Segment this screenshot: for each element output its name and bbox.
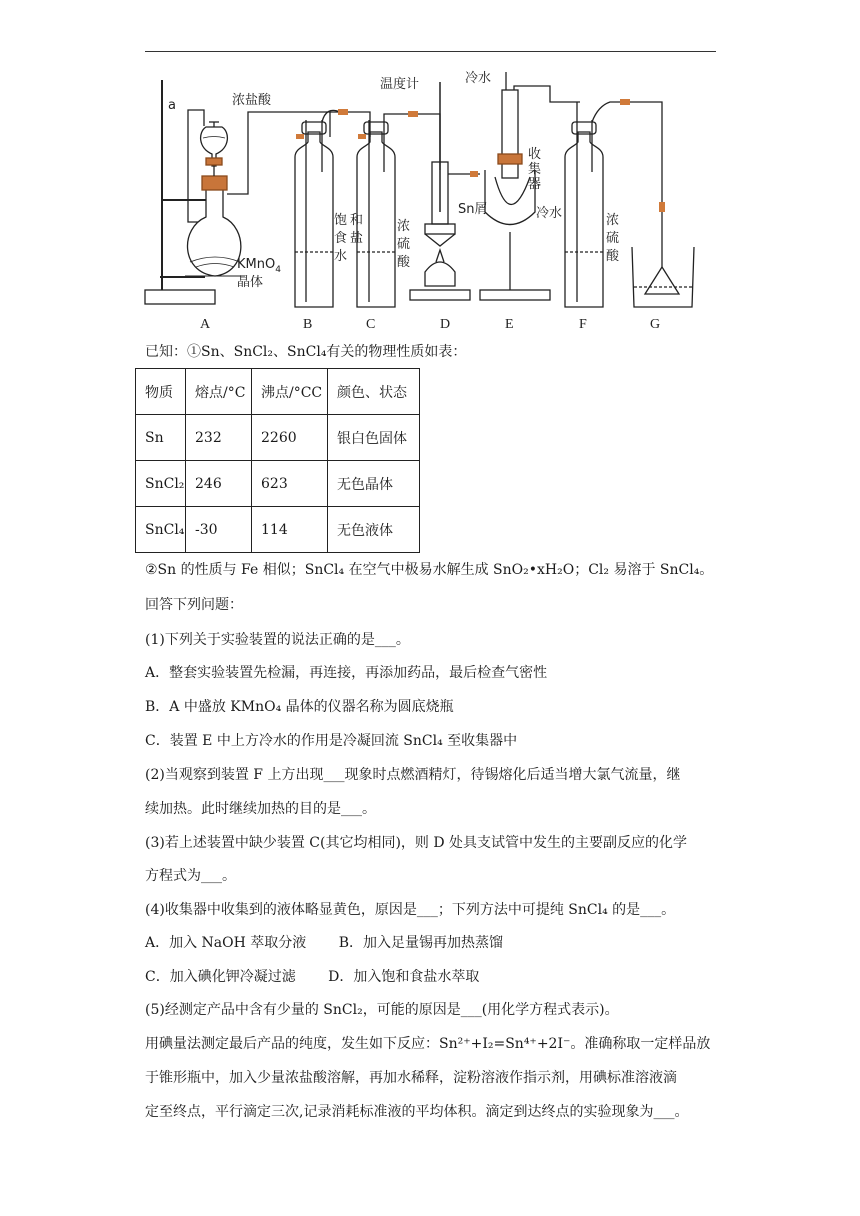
label-coldwater-side: 冷水 [536, 206, 563, 221]
label-collector-2: 集 [528, 162, 542, 177]
table-cell: -30 [186, 507, 252, 553]
options-4ab: A．加入 NaOH 萃取分液 B．加入足量锡再加热蒸馏 [145, 935, 504, 951]
label-brine-2: 和 [350, 213, 364, 228]
table-cell: 623 [252, 461, 328, 507]
table-cell: 232 [186, 415, 252, 461]
bottle-b [295, 110, 370, 307]
apparatus-diagram [140, 62, 720, 334]
table-row [136, 507, 420, 553]
table-cell: 银白色固体 [328, 415, 420, 461]
pressure-tube-a [188, 110, 204, 222]
label-h2so4-c-3: 酸 [397, 255, 411, 270]
label-h2so4-f-1: 浓 [606, 213, 620, 228]
table-header-cell: 熔点/°C [186, 369, 252, 415]
table-cell: SnCl₂ [136, 461, 186, 507]
letter-g: G [650, 317, 661, 332]
question-5: (5)经测定产品中含有少量的 SnCl₂，可能的原因是___(用化学方程式表示)。 [145, 1002, 619, 1018]
header-rule [145, 51, 716, 52]
alcohol-lamp [425, 262, 455, 286]
rubber-joints [296, 99, 665, 212]
letter-a: A [200, 317, 211, 332]
label-h2so4-c-1: 浓 [397, 219, 411, 234]
label-hcl: 浓盐酸 [232, 93, 272, 108]
label-collector-1: 收 [528, 147, 542, 162]
letter-d: D [440, 317, 451, 332]
stand-base [145, 290, 215, 304]
label-kmno4-crystal: 晶体 [237, 275, 264, 290]
table-header-row [136, 369, 420, 415]
label-collector-3: 器 [528, 177, 542, 192]
table-cell: 246 [186, 461, 252, 507]
round-bottom-flask [188, 184, 241, 276]
label-kmno4: KMnO$_4$ [237, 257, 281, 275]
question-2-line2: 续加热。此时继续加热的目的是___。 [145, 801, 376, 817]
beaker-g [632, 247, 694, 307]
question-3-line1: (3)若上述装置中缺少装置 C(其它均相同)，则 D 处具支试管中发生的主要副反应的化学 [145, 835, 688, 851]
letter-c: C [366, 317, 376, 332]
option-1b: B．A 中盛放 KMnO₄ 晶体的仪器名称为圆底烧瓶 [145, 699, 454, 715]
table-row [136, 415, 420, 461]
collector [495, 177, 530, 205]
flask-stopper [202, 176, 227, 190]
table-header-cell: 颜色、状态 [328, 369, 420, 415]
label-brine-3: 食 [334, 231, 348, 246]
table-cell: 114 [252, 507, 328, 553]
option-1a: A．整套实验装置先检漏，再连接，再添加药品，最后检查气密性 [145, 665, 548, 681]
question-3-line2: 方程式为___。 [145, 868, 236, 884]
titration-line2: 于锥形瓶中，加入少量浓盐酸溶解，再加水稀释，淀粉溶液作指示剂，用碘标准溶液滴 [145, 1070, 677, 1086]
table-row [136, 461, 420, 507]
options-4cd: C．加入碘化钾冷凝过滤 D．加入饱和食盐水萃取 [145, 969, 480, 985]
cold-finger [502, 90, 518, 178]
table-cell: 2260 [252, 415, 328, 461]
label-sn-chips: Sn屑 [458, 202, 488, 217]
label-h2so4-c-2: 硫 [397, 237, 411, 252]
table-cell: 无色液体 [328, 507, 420, 553]
letter-b: B [303, 317, 313, 332]
intro-line: 已知：①Sn、SnCl₂、SnCl₄有关的物理性质如表： [145, 344, 467, 360]
label-a: a [168, 98, 176, 113]
answer-prompt: 回答下列问题： [145, 597, 243, 613]
label-thermometer: 温度计 [380, 77, 420, 92]
tube-a-b [227, 112, 330, 194]
table-cell: Sn [136, 415, 186, 461]
question-1: (1)下列关于实验装置的说法正确的是___。 [145, 632, 410, 648]
label-h2so4-f-3: 酸 [606, 249, 620, 264]
question-4: (4)收集器中收集到的液体略显黄色，原因是___；下列方法中可提纯 SnCl₄ 的是___。 [145, 902, 676, 918]
label-h2so4-f-2: 硫 [606, 231, 620, 246]
label-coldwater-top: 冷水 [465, 71, 492, 86]
table-header-cell: 物质 [136, 369, 186, 415]
bottle-c [357, 114, 440, 307]
table-header-cell: 沸点/°CC [252, 369, 328, 415]
option-1c: C．装置 E 中上方冷水的作用是冷凝回流 SnCl₄ 至收集器中 [145, 733, 518, 749]
titration-line3: 定至终点，平行滴定三次,记录消耗标准液的平均体积。滴定到达终点的实验现象为___。 [145, 1104, 689, 1120]
bottle-f [565, 102, 662, 307]
label-brine-5: 水 [334, 249, 348, 264]
question-2-line1: (2)当观察到装置 F 上方出现___现象时点燃酒精灯，待锡熔化后适当增大氯气流量，继 [145, 767, 681, 783]
letter-f: F [579, 317, 587, 332]
note-line: ②Sn 的性质与 Fe 相似；SnCl₄ 在空气中极易水解生成 SnO₂•xH₂O；Cl₂ 易溶于 SnCl₄。 [145, 562, 714, 578]
apparatus-d [410, 82, 480, 300]
label-brine-1: 饱 [334, 213, 348, 228]
letter-e: E [505, 317, 514, 332]
table-cell: SnCl₄ [136, 507, 186, 553]
properties-table [135, 368, 420, 553]
table-cell: 无色晶体 [328, 461, 420, 507]
titration-line1: 用碘量法测定最后产品的纯度，发生如下反应：Sn²⁺+I₂=Sn⁴⁺+2I⁻。准确称取一定样品放 [145, 1036, 711, 1052]
label-brine-4: 盐 [350, 231, 364, 246]
